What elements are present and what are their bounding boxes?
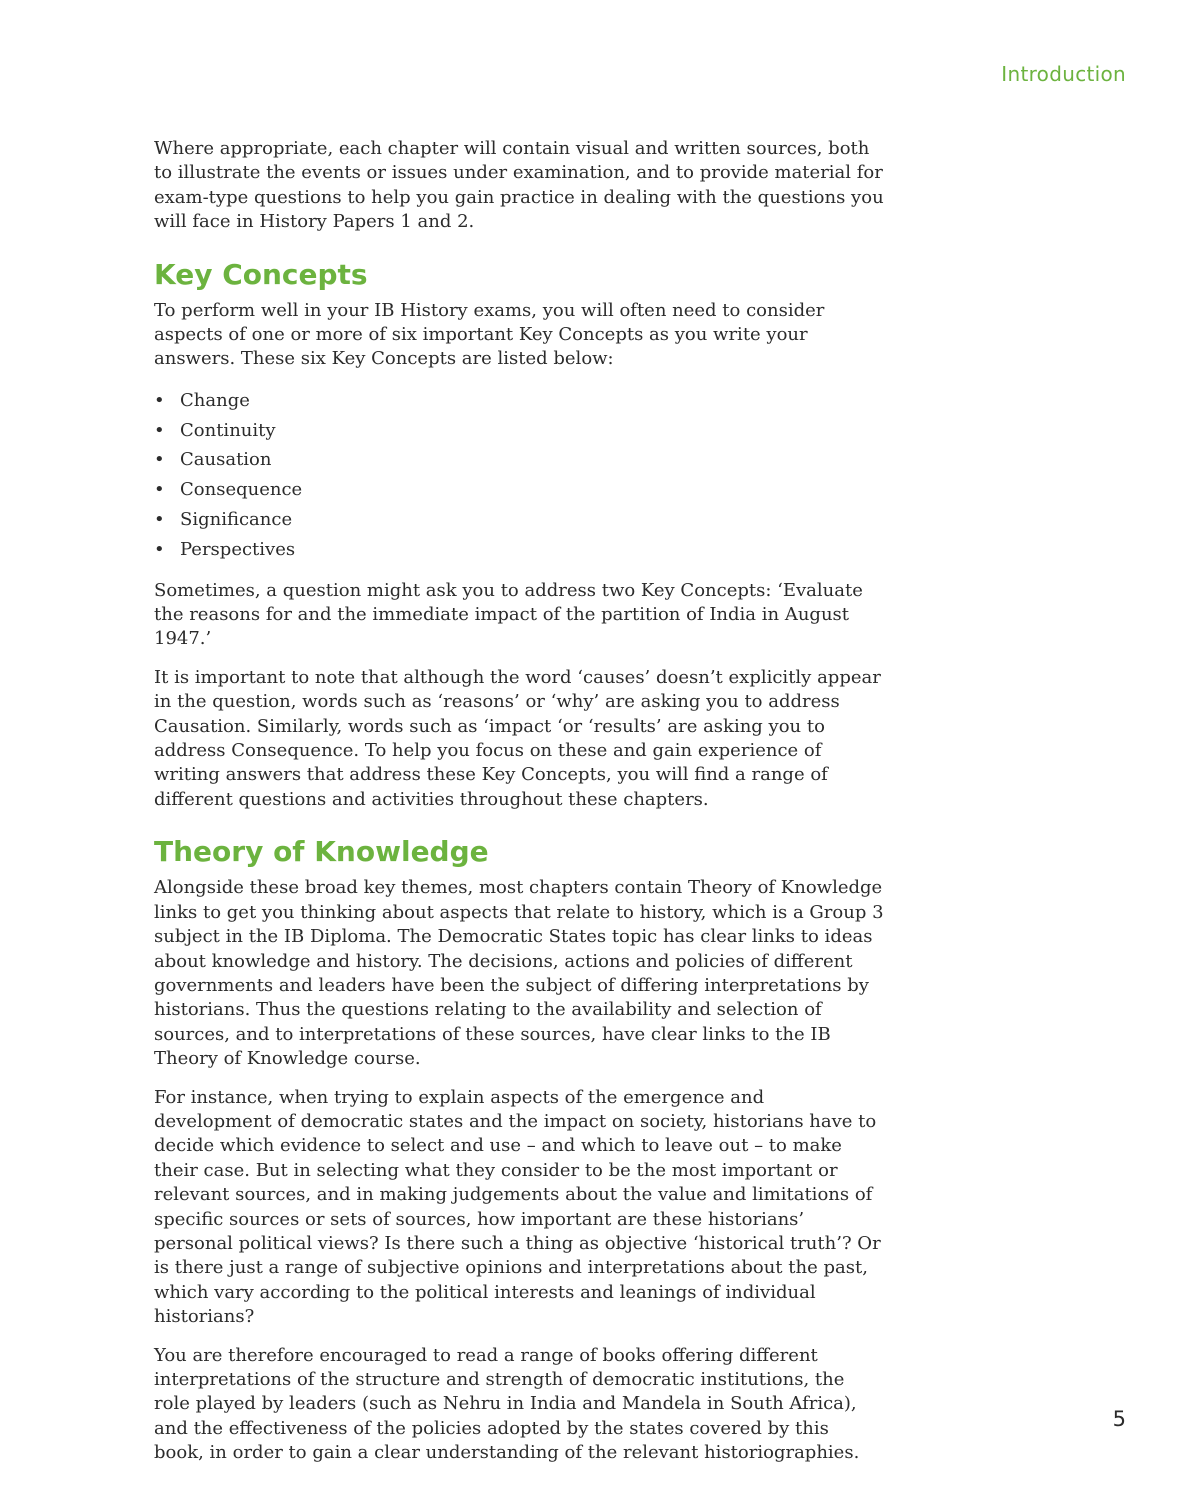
- key-concepts-paragraph-3: It is important to note that although the word ‘causes’ doesn’t explicitly appear in the question, words such as ‘reasons’ or ‘why’ are asking you to address Causation. Similarly, words such as ‘impact ‘or ‘results’ are asking you to address Consequence. To help you focus on these and gain experience of writing answers that address these Key Concepts, you will find a range of different questions and activities throughout these chapters.: [154, 666, 881, 810]
- list-item: • Perspectives: [154, 535, 884, 565]
- key-concepts-paragraph-1: To perform well in your IB History exams, you will often need to consider aspects of one or more of six important Key Concepts as you write your answers. These six Key Concepts are listed below:: [154, 299, 825, 370]
- list-item: • Causation: [154, 445, 884, 475]
- list-item: • Continuity: [154, 416, 884, 446]
- list-item: • Significance: [154, 505, 884, 535]
- tok-heading: Theory of Knowledge: [154, 835, 489, 869]
- list-item: • Consequence: [154, 475, 884, 505]
- tok-paragraph-1: Alongside these broad key themes, most chapters contain Theory of Knowledge links to get you thinking about aspects that relate to history, which is a Group 3 subject in the IB Diploma. The Democratic States topic has clear links to ideas about knowledge and history. The decisions, actions and policies of different governments and leaders have been the subject of differing interpretations by historians. Thus the questions relating to the availability and selection of sources, and to interpretations of these sources, have clear links to the IB Theory of Knowledge course.: [154, 877, 884, 1070]
- page-number: 5: [1112, 1407, 1126, 1431]
- tok-paragraph-2: For instance, when trying to explain aspects of the emergence and development of democratic states and the impact on society, historians have to decide which evidence to select and use – and which to leave out – to make their case. But in selecting what they consider to be the most important or relevant sources, and in making judgements about the value and limitations of specific sources or sets of sources, how important are these historians’ personal political views? Is there such a thing as objective ‘historical truth’? Or is there just a range of subjective opinions and interpretations about the past, which vary according to the political interests and leanings of individual historians?: [154, 1086, 881, 1328]
- key-concepts-list: [154, 386, 884, 565]
- key-concepts-paragraph-2: Sometimes, a question might ask you to address two Key Concepts: ‘Evaluate the reasons for and the immediate impact of the partition of India in August 1947.’: [154, 579, 863, 650]
- tok-paragraph-3: You are therefore encouraged to read a range of books offering different interpretations of the structure and strength of democratic institutions, the role played by leaders (such as Nehru in India and Mandela in South Africa), and the effectiveness of the policies adopted by the states covered by this book, in order to gain a clear understanding of the relevant historiographies.: [154, 1344, 860, 1464]
- intro-paragraph: Where appropriate, each chapter will contain visual and written sources, both to illustrate the events or issues under examination, and to provide material for exam-type questions to help you gain practice in dealing with the questions you will face in History Papers 1 and 2.: [154, 138, 884, 233]
- running-head: Introduction: [1001, 62, 1126, 86]
- list-item: • Change: [154, 386, 884, 416]
- key-concepts-heading: Key Concepts: [154, 257, 368, 291]
- page-content: [154, 137, 884, 1480]
